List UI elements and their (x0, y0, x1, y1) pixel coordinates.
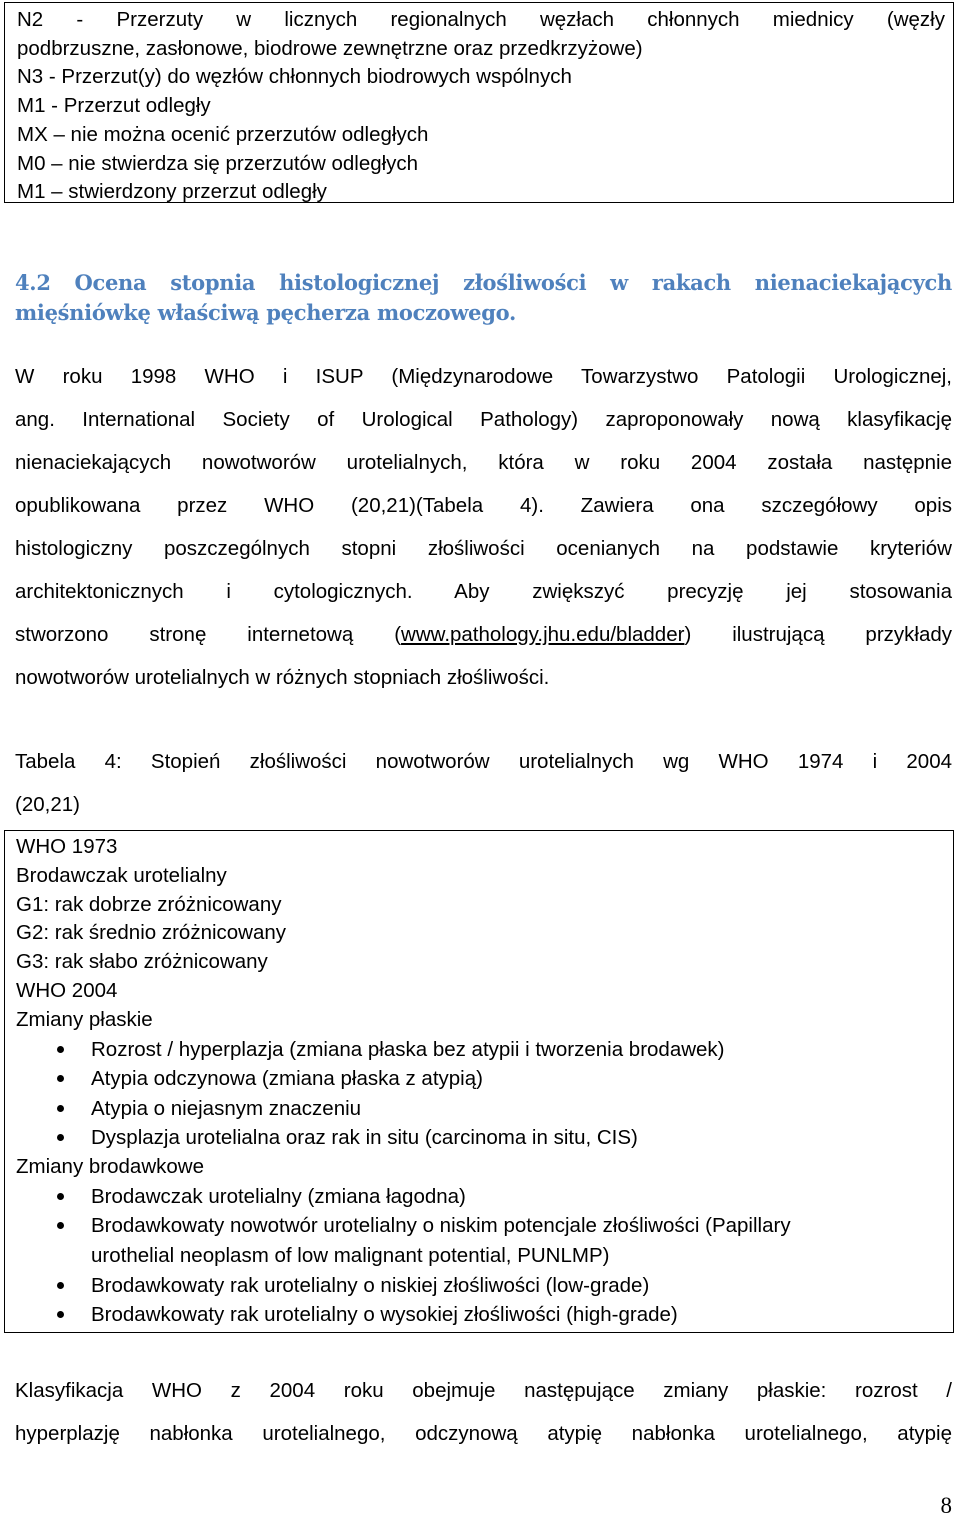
bottom-paragraph (15, 1369, 952, 1455)
flat-changes-list (16, 1035, 953, 1153)
paragraph-last-line: nowotworów urotelialnych w różnych stopniach złośliwości. (15, 666, 550, 689)
bottom-paragraph-line2: hyperplazję nabłonka urotelialnego, odczynową atypię nabłonka urotelialnego, atypię (15, 1422, 952, 1445)
list-item-text-cont: urothelial neoplasm of low malignant potential, PUNLMP) (91, 1243, 610, 1267)
table-caption-line2: (20,21) (15, 793, 80, 816)
list-item-text: Brodawkowaty nowotwór urotelialny o niskim potencjale złośliwości (Papillary (91, 1214, 791, 1238)
list-item (16, 1064, 953, 1094)
list-item (16, 1035, 953, 1065)
table-caption-line1: Tabela 4: Stopień złośliwości nowotworów urotelialnych wg WHO 1974 i 2004 (15, 750, 952, 773)
paragraph-line: ang. International Society of Urological Pathology) zaproponowały nową klasyfikację (15, 408, 952, 431)
list-item-text: Brodawkowaty rak urotelialny o niskiej złośliwości (low-grade) (91, 1273, 650, 1297)
list-item (16, 1300, 953, 1330)
section-heading-line2: mięśniówkę właściwą pęcherza moczowego. (15, 300, 516, 325)
staging-line-m1-confirmed: M1 – stwierdzony przerzut odległy (17, 180, 327, 204)
list-item (16, 1271, 953, 1301)
staging-line-m0: M0 – nie stwierdza się przerzutów odległych (17, 151, 419, 175)
paragraph-line: opublikowana przez WHO (20,21)(Tabela 4). Zawiera ona szczegółowy opis (15, 494, 952, 517)
bullet-icon (57, 1282, 64, 1289)
staging-line-m1: M1 - Przerzut odległy (17, 94, 211, 118)
paragraph-line: histologiczny poszczególnych stopni złośliwości ocenianych na podstawie kryteriów (15, 537, 952, 560)
pathology-website-link[interactable]: www.pathology.jhu.edu/bladder (401, 623, 685, 646)
section-heading (15, 268, 952, 328)
staging-line-n2-cont: podbrzuszne, zasłonowe, biodrowe zewnętrzne oraz przedkrzyżowe) (17, 36, 643, 60)
bullet-icon (57, 1046, 64, 1053)
bottom-paragraph-line1: Klasyfikacja WHO z 2004 roku obejmuje następujące zmiany płaskie: rozrost / (15, 1379, 952, 1402)
staging-line-mx: MX – nie można ocenić przerzutów odległych (17, 122, 429, 146)
list-item-text: Atypia odczynowa (zmiana płaska z atypią) (91, 1067, 483, 1091)
body-paragraph (15, 355, 952, 699)
link-line-suffix: ) ilustrującą przykłady (684, 623, 953, 646)
list-item-text: Brodawkowaty rak urotelialny o wysokiej złośliwości (high-grade) (91, 1303, 678, 1327)
paragraph-line: architektonicznych i cytologicznych. Aby zwiększyć precyzję jej stosowania (15, 580, 952, 603)
bullet-icon (57, 1134, 64, 1141)
list-item (16, 1211, 951, 1270)
list-item (16, 1182, 953, 1212)
grading-table (4, 830, 954, 1333)
page-number: 8 (940, 1493, 952, 1518)
who1973-item: G1: rak dobrze zróżnicowany (16, 892, 282, 916)
list-item-text: Dysplazja urotelialna oraz rak in situ (carcinoma in situ, CIS) (91, 1126, 638, 1150)
bullet-icon (57, 1075, 64, 1082)
papillary-changes-list (16, 1182, 953, 1330)
who2004-title: WHO 2004 (16, 978, 118, 1002)
who1973-item: Brodawczak urotelialny (16, 863, 227, 887)
list-item-text: Rozrost / hyperplazja (zmiana płaska bez atypii i tworzenia brodawek) (91, 1037, 725, 1061)
who1973-title: WHO 1973 (16, 835, 118, 858)
staging-line-n2: N2 - Przerzuty w licznych regionalnych węzłach chłonnych miednicy (węzły (17, 8, 945, 31)
list-item-text: Brodawczak urotelialny (zmiana łagodna) (91, 1184, 466, 1208)
flat-changes-title: Zmiany płaskie (16, 1007, 153, 1031)
bullet-icon (57, 1222, 64, 1229)
section-heading-line1: 4.2 Ocena stopnia histologicznej złośliwości w rakach nienaciekających (15, 270, 952, 295)
list-item (16, 1094, 953, 1124)
paragraph-link-line (15, 613, 952, 656)
bullet-icon (57, 1105, 64, 1112)
list-item-text: Atypia o niejasnym znaczeniu (91, 1096, 362, 1120)
table-caption (15, 740, 952, 826)
link-line-prefix: stworzono stronę internetową ( (15, 623, 402, 646)
staging-line-n3: N3 - Przerzut(y) do węzłów chłonnych biodrowych wspólnych (17, 65, 572, 89)
who1973-item: G2: rak średnio zróżnicowany (16, 921, 287, 945)
staging-table-box (4, 2, 954, 203)
bullet-icon (57, 1193, 64, 1200)
who1973-item: G3: rak słabo zróżnicowany (16, 950, 268, 974)
paragraph-line: nienaciekających nowotworów urotelialnych, która w roku 2004 została następnie (15, 451, 952, 474)
papillary-changes-title: Zmiany brodawkowe (16, 1154, 204, 1178)
bullet-icon (57, 1311, 64, 1318)
list-item (16, 1123, 953, 1153)
paragraph-line: W roku 1998 WHO i ISUP (Międzynarodowe Towarzystwo Patologii Urologicznej, (15, 365, 952, 388)
